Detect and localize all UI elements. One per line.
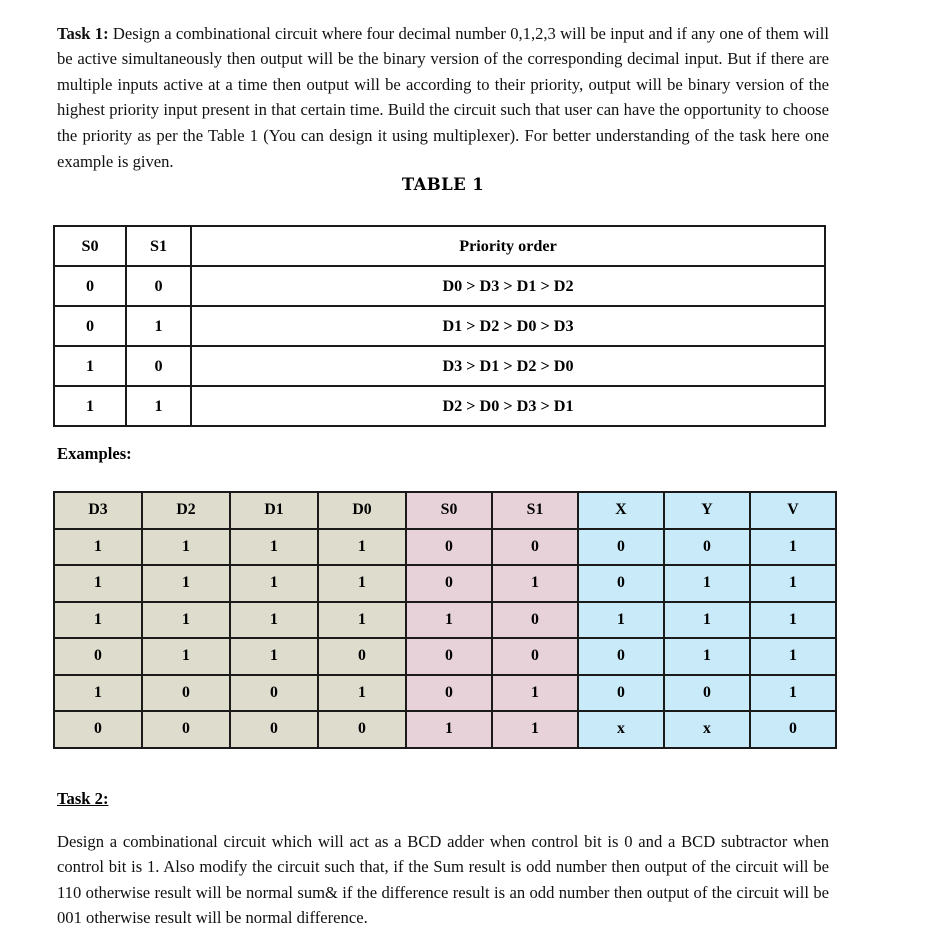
- table-header-row: [54, 492, 836, 529]
- examples-header-d1: D1: [230, 492, 318, 529]
- examples-cell-v: 1: [750, 675, 836, 712]
- table1-cell-s0: 0: [54, 306, 126, 346]
- examples-cell-v: 1: [750, 638, 836, 675]
- examples-cell-d2: 0: [142, 675, 230, 712]
- examples-header-s1: S1: [492, 492, 578, 529]
- examples-cell-s0: 0: [406, 638, 492, 675]
- examples-header-y: Y: [664, 492, 750, 529]
- examples-cell-d1: 1: [230, 565, 318, 602]
- examples-cell-d3: 0: [54, 711, 142, 748]
- examples-header-d3: D3: [54, 492, 142, 529]
- examples-cell-x: 1: [578, 602, 664, 639]
- examples-cell-d3: 1: [54, 675, 142, 712]
- examples-cell-x: x: [578, 711, 664, 748]
- examples-cell-v: 1: [750, 529, 836, 566]
- examples-cell-s1: 0: [492, 602, 578, 639]
- examples-cell-s0: 0: [406, 675, 492, 712]
- table-header-row: [54, 226, 825, 266]
- table1-cell-priority: D3 > D1 > D2 > D0: [191, 346, 825, 386]
- examples-cell-s1: 1: [492, 711, 578, 748]
- priority-order-table: [53, 225, 826, 427]
- table1-header-s0: S0: [54, 226, 126, 266]
- examples-table-body: [54, 492, 836, 748]
- examples-cell-y: 0: [664, 675, 750, 712]
- examples-cell-d1: 1: [230, 602, 318, 639]
- examples-label: Examples:: [57, 444, 132, 463]
- examples-cell-s0: 1: [406, 602, 492, 639]
- examples-cell-d1: 0: [230, 675, 318, 712]
- examples-cell-s1: 1: [492, 675, 578, 712]
- examples-cell-d0: 0: [318, 711, 406, 748]
- examples-cell-s0: 1: [406, 711, 492, 748]
- examples-cell-s1: 0: [492, 529, 578, 566]
- examples-cell-x: 0: [578, 565, 664, 602]
- examples-cell-d3: 1: [54, 602, 142, 639]
- table-row: [54, 675, 836, 712]
- examples-cell-d2: 1: [142, 529, 230, 566]
- table1-header-s1: S1: [126, 226, 191, 266]
- examples-cell-x: 0: [578, 675, 664, 712]
- examples-cell-d0: 1: [318, 675, 406, 712]
- table1-cell-s1: 1: [126, 306, 191, 346]
- examples-cell-d3: 1: [54, 529, 142, 566]
- examples-cell-s1: 0: [492, 638, 578, 675]
- examples-truth-table: [53, 491, 837, 749]
- table-row: [54, 346, 825, 386]
- examples-cell-y: 0: [664, 529, 750, 566]
- table-row: [54, 386, 825, 426]
- examples-cell-d0: 1: [318, 565, 406, 602]
- table-row: [54, 565, 836, 602]
- table-row: [54, 306, 825, 346]
- examples-cell-s0: 0: [406, 565, 492, 602]
- examples-cell-d3: 0: [54, 638, 142, 675]
- examples-cell-d1: 0: [230, 711, 318, 748]
- examples-cell-y: x: [664, 711, 750, 748]
- table1-cell-s0: 1: [54, 346, 126, 386]
- table-row: [54, 266, 825, 306]
- examples-header-d0: D0: [318, 492, 406, 529]
- task2-heading: Task 2:: [57, 789, 109, 808]
- table1-cell-s1: 0: [126, 266, 191, 306]
- examples-cell-s1: 1: [492, 565, 578, 602]
- examples-cell-x: 0: [578, 529, 664, 566]
- table-row: [54, 711, 836, 748]
- examples-cell-y: 1: [664, 602, 750, 639]
- task1-paragraph: [57, 21, 829, 175]
- table1-heading: TABLE 1: [401, 175, 485, 194]
- examples-cell-v: 0: [750, 711, 836, 748]
- examples-cell-d3: 1: [54, 565, 142, 602]
- examples-cell-s0: 0: [406, 529, 492, 566]
- task1-body: Design a combinational circuit where four decimal number 0,1,2,3 will be input and if any one of them will be active simultaneously then output will be the binary version of the corresponding decimal input. But if there are multiple inputs active at a time then output will be according to their priority, output will be binary version of the highest priority input present in that certain time. Build the circuit such that user can have the opportunity to choose the priority as per the Table 1 (You can design it using multiplexer). For better understanding of the task here one example is given.: [57, 23, 830, 171]
- examples-cell-y: 1: [664, 565, 750, 602]
- examples-cell-d1: 1: [230, 529, 318, 566]
- table1-header-priority: Priority order: [191, 226, 825, 266]
- examples-header-s0: S0: [406, 492, 492, 529]
- table-row: [54, 529, 836, 566]
- table1-cell-s0: 0: [54, 266, 126, 306]
- examples-cell-d2: 1: [142, 602, 230, 639]
- table1-cell-priority: D0 > D3 > D1 > D2: [191, 266, 825, 306]
- examples-cell-d2: 0: [142, 711, 230, 748]
- examples-header-d2: D2: [142, 492, 230, 529]
- examples-cell-x: 0: [578, 638, 664, 675]
- examples-cell-y: 1: [664, 638, 750, 675]
- table1-cell-priority: D2 > D0 > D3 > D1: [191, 386, 825, 426]
- table1-cell-s1: 1: [126, 386, 191, 426]
- examples-header-x: X: [578, 492, 664, 529]
- task2-paragraph: Design a combinational circuit which will act as a BCD adder when control bit is 0 and a BCD subtractor when control bit is 1. Also modify the circuit such that, if the Sum result is odd number then output of the circuit will be 110 otherwise result will be normal sum& if the difference result is an odd number then output of the circuit will be 001 otherwise result will be normal difference.: [57, 831, 829, 928]
- examples-cell-d0: 0: [318, 638, 406, 675]
- examples-cell-d0: 1: [318, 529, 406, 566]
- table-row: [54, 638, 836, 675]
- examples-cell-v: 1: [750, 565, 836, 602]
- examples-cell-d2: 1: [142, 638, 230, 675]
- examples-cell-v: 1: [750, 602, 836, 639]
- examples-cell-d2: 1: [142, 565, 230, 602]
- table1-cell-priority: D1 > D2 > D0 > D3: [191, 306, 825, 346]
- table1-cell-s0: 1: [54, 386, 126, 426]
- table-row: [54, 602, 836, 639]
- examples-header-v: V: [750, 492, 836, 529]
- examples-cell-d0: 1: [318, 602, 406, 639]
- examples-cell-d1: 1: [230, 638, 318, 675]
- task1-label: Task 1:: [57, 23, 109, 43]
- table1-body: [54, 226, 825, 426]
- table1-cell-s1: 0: [126, 346, 191, 386]
